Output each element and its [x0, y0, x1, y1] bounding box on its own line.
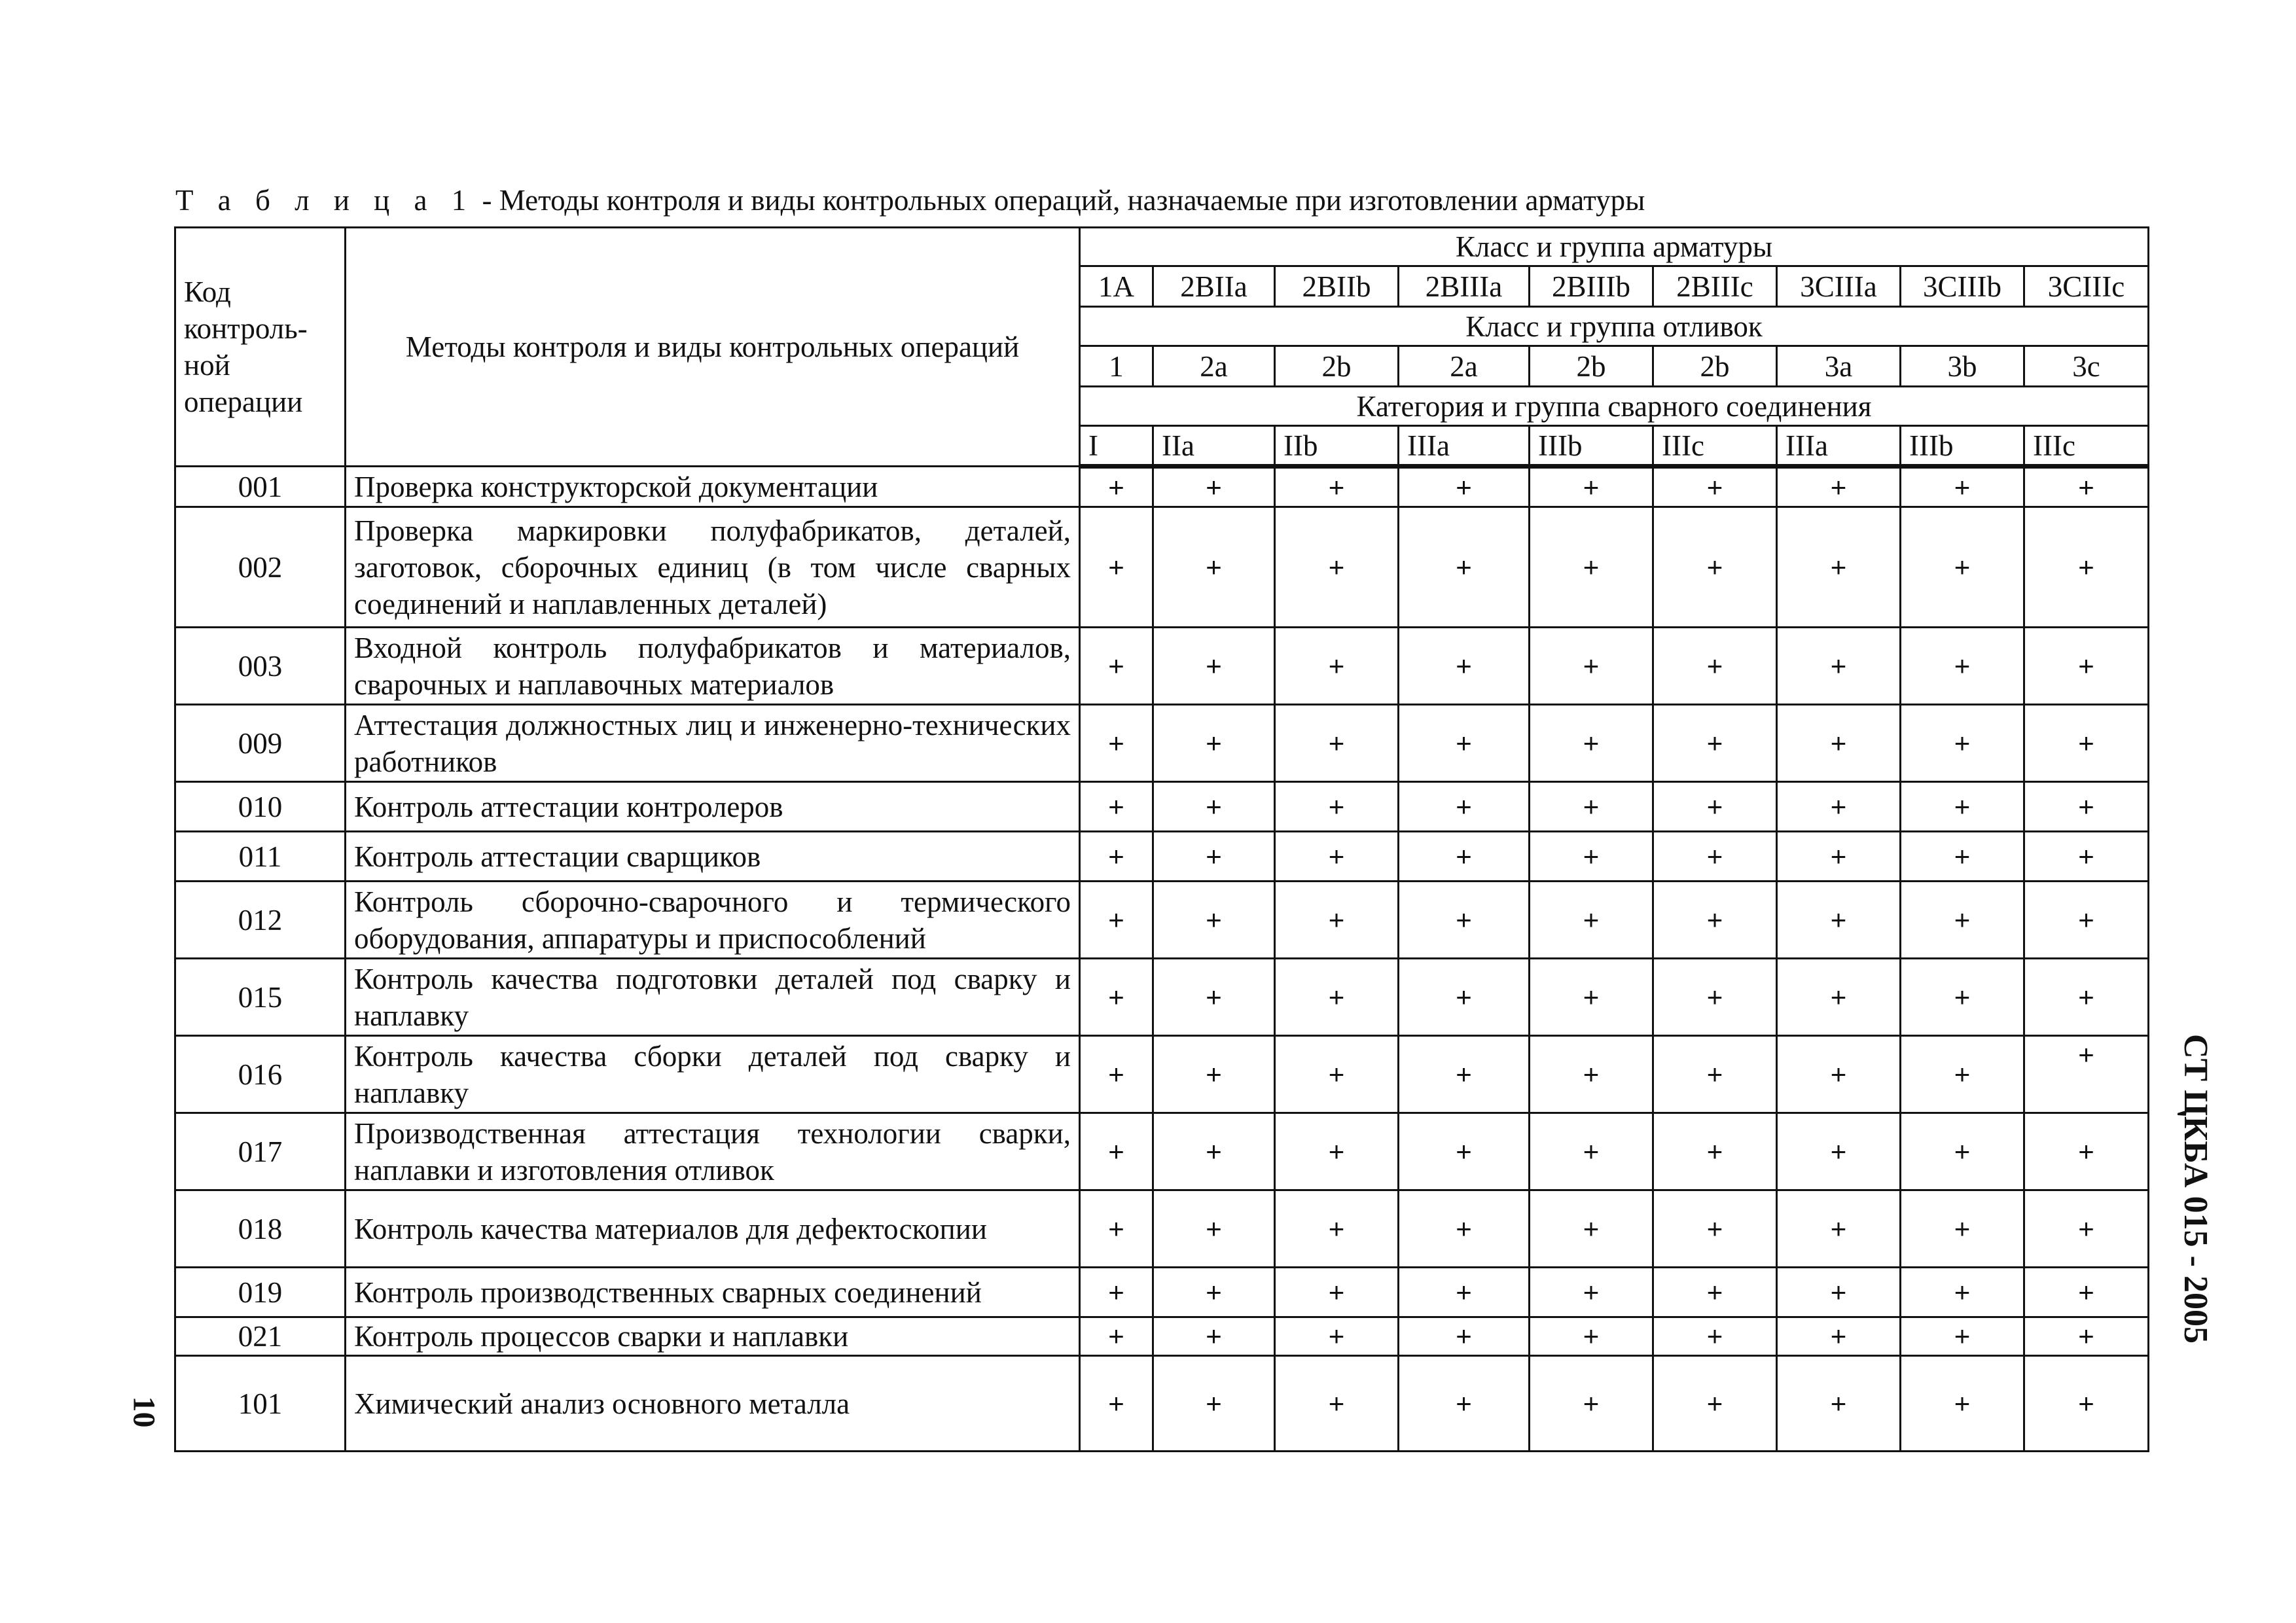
applicability-mark: +	[1777, 628, 1901, 705]
header-armature-cell: 3СIIIа	[1777, 266, 1901, 307]
applicability-mark: +	[1080, 959, 1153, 1036]
operation-code: 011	[175, 832, 346, 882]
applicability-mark: +	[1777, 467, 1901, 507]
applicability-mark: +	[1080, 507, 1153, 628]
applicability-mark: +	[1653, 959, 1777, 1036]
applicability-mark: +	[1901, 628, 2024, 705]
applicability-mark: +	[1653, 628, 1777, 705]
applicability-mark: +	[1901, 959, 2024, 1036]
applicability-mark: +	[1901, 1113, 2024, 1190]
applicability-mark: +	[1399, 1036, 1530, 1113]
table-row	[175, 507, 2149, 628]
control-methods-table	[174, 226, 2149, 1452]
applicability-mark: +	[1777, 959, 1901, 1036]
applicability-mark: +	[1399, 1317, 1530, 1356]
applicability-mark: +	[1530, 832, 1653, 882]
document-id	[2177, 1034, 2234, 1344]
applicability-mark: +	[2024, 1268, 2149, 1317]
applicability-mark: +	[1399, 628, 1530, 705]
applicability-mark: +	[1530, 1113, 1653, 1190]
header-armature-cell: 2ВIIIb	[1530, 266, 1653, 307]
table-row	[175, 1268, 2149, 1317]
applicability-mark: +	[1275, 1317, 1399, 1356]
applicability-mark: +	[1399, 1190, 1530, 1268]
applicability-mark: +	[1275, 467, 1399, 507]
header-armature-cell: 2ВIIа	[1153, 266, 1275, 307]
header-weld-cell: IIIс	[2024, 426, 2149, 467]
applicability-mark: +	[1530, 1036, 1653, 1113]
applicability-mark: +	[1275, 959, 1399, 1036]
operation-code: 101	[175, 1356, 346, 1452]
applicability-mark: +	[1530, 467, 1653, 507]
applicability-mark: +	[1399, 467, 1530, 507]
operation-code: 016	[175, 1036, 346, 1113]
applicability-mark: +	[1901, 1356, 2024, 1452]
applicability-mark: +	[2024, 467, 2149, 507]
header-weld-cell: IIIа	[1399, 426, 1530, 467]
operation-code: 019	[175, 1268, 346, 1317]
applicability-mark: +	[1399, 1356, 1530, 1452]
applicability-mark: +	[1080, 1190, 1153, 1268]
applicability-mark: +	[1275, 1113, 1399, 1190]
operation-description: Производственная аттестация технологии сварки, наплавки и изготовления отливок	[346, 1113, 1080, 1190]
table-row	[175, 832, 2149, 882]
applicability-mark: +	[1777, 507, 1901, 628]
applicability-mark: +	[1275, 1268, 1399, 1317]
applicability-mark: +	[1530, 1190, 1653, 1268]
header-casting-cell: 2b	[1653, 346, 1777, 387]
applicability-mark: +	[1653, 1317, 1777, 1356]
applicability-mark: +	[1653, 1113, 1777, 1190]
applicability-mark: +	[1080, 882, 1153, 959]
header-weld-group: Категория и группа сварного соединения	[1080, 387, 2149, 426]
operation-code: 012	[175, 882, 346, 959]
header-casting-cell: 3а	[1777, 346, 1901, 387]
table-caption-label: Т а б л и ц а 1	[175, 184, 475, 217]
header-casting-group: Класс и группа отливок	[1080, 307, 2149, 346]
applicability-mark: +	[1901, 1036, 2024, 1113]
page-number: 10	[126, 1396, 162, 1428]
header-weld-cell: I	[1080, 426, 1153, 467]
applicability-mark: +	[1653, 882, 1777, 959]
operation-description: Контроль качества подготовки деталей под сварку и наплавку	[346, 959, 1080, 1036]
applicability-mark: +	[1653, 782, 1777, 832]
header-casting-cell: 2b	[1275, 346, 1399, 387]
applicability-mark: +	[1080, 1317, 1153, 1356]
table-row	[175, 1317, 2149, 1356]
applicability-mark: +	[1399, 1113, 1530, 1190]
applicability-mark: +	[1777, 1113, 1901, 1190]
applicability-mark: +	[1777, 832, 1901, 882]
operation-description: Контроль качества сборки деталей под сварку и наплавку	[346, 1036, 1080, 1113]
applicability-mark: +	[2024, 1036, 2149, 1113]
applicability-mark: +	[1153, 959, 1275, 1036]
applicability-mark: +	[1080, 1036, 1153, 1113]
header-weld-cell: IIIа	[1777, 426, 1901, 467]
applicability-mark: +	[1153, 1113, 1275, 1190]
header-armature-cell: 1А	[1080, 266, 1153, 307]
applicability-mark: +	[1530, 628, 1653, 705]
applicability-mark: +	[1530, 882, 1653, 959]
applicability-mark: +	[2024, 1356, 2149, 1452]
applicability-mark: +	[2024, 882, 2149, 959]
applicability-mark: +	[1530, 507, 1653, 628]
applicability-mark: +	[1530, 959, 1653, 1036]
applicability-mark: +	[1777, 1317, 1901, 1356]
operation-description: Контроль аттестации контролеров	[346, 782, 1080, 832]
header-casting-cell: 2а	[1153, 346, 1275, 387]
applicability-mark: +	[1901, 1317, 2024, 1356]
applicability-mark: +	[1653, 467, 1777, 507]
applicability-mark: +	[1530, 1268, 1653, 1317]
applicability-mark: +	[1153, 507, 1275, 628]
applicability-mark: +	[1901, 507, 2024, 628]
header-code: Код контроль-ной операции	[175, 228, 346, 467]
header-weld-cell: IIIb	[1530, 426, 1653, 467]
applicability-mark: +	[2024, 782, 2149, 832]
operation-code: 015	[175, 959, 346, 1036]
applicability-mark: +	[1080, 832, 1153, 882]
operation-description: Проверка маркировки полуфабрикатов, деталей, заготовок, сборочных единиц (в том числе сварных соединений и наплавленных деталей)	[346, 507, 1080, 628]
operation-code: 009	[175, 705, 346, 782]
applicability-mark: +	[1901, 832, 2024, 882]
header-weld-cell: IIIс	[1653, 426, 1777, 467]
header-armature-group: Класс и группа арматуры	[1080, 228, 2149, 266]
applicability-mark: +	[1653, 1268, 1777, 1317]
applicability-mark: +	[1275, 1036, 1399, 1113]
applicability-mark: +	[1901, 467, 2024, 507]
applicability-mark: +	[1153, 467, 1275, 507]
applicability-mark: +	[1901, 1268, 2024, 1317]
applicability-mark: +	[1901, 1190, 2024, 1268]
applicability-mark: +	[1275, 705, 1399, 782]
applicability-mark: +	[1901, 705, 2024, 782]
applicability-mark: +	[1777, 705, 1901, 782]
applicability-mark: +	[1153, 1268, 1275, 1317]
table-row	[175, 467, 2149, 507]
header-weld-cell: IIIb	[1901, 426, 2024, 467]
applicability-mark: +	[2024, 1317, 2149, 1356]
operation-code: 003	[175, 628, 346, 705]
header-armature-cell: 3СIIIb	[1901, 266, 2024, 307]
header-casting-cell: 3b	[1901, 346, 2024, 387]
applicability-mark: +	[1275, 882, 1399, 959]
operation-code: 021	[175, 1317, 346, 1356]
table-row	[175, 628, 2149, 705]
applicability-mark: +	[1399, 882, 1530, 959]
table-row	[175, 1190, 2149, 1268]
applicability-mark: +	[1080, 705, 1153, 782]
applicability-mark: +	[1399, 507, 1530, 628]
table-body	[175, 467, 2149, 1452]
applicability-mark: +	[1901, 782, 2024, 832]
applicability-mark: +	[1777, 882, 1901, 959]
header-casting-cell: 2а	[1399, 346, 1530, 387]
applicability-mark: +	[1530, 705, 1653, 782]
applicability-mark: +	[1399, 782, 1530, 832]
applicability-mark: +	[2024, 959, 2149, 1036]
applicability-mark: +	[1153, 705, 1275, 782]
applicability-mark: +	[2024, 1190, 2149, 1268]
operation-code: 002	[175, 507, 346, 628]
operation-description: Контроль производственных сварных соединений	[346, 1268, 1080, 1317]
document-id-text: СТ ЦКБА 015 - 2005	[2177, 1034, 2214, 1344]
operation-code: 018	[175, 1190, 346, 1268]
applicability-mark: +	[1080, 628, 1153, 705]
table-row	[175, 1113, 2149, 1190]
applicability-mark: +	[1530, 1356, 1653, 1452]
applicability-mark: +	[1530, 782, 1653, 832]
applicability-mark: +	[1153, 1036, 1275, 1113]
operation-description: Входной контроль полуфабрикатов и материалов, сварочных и наплавочных материалов	[346, 628, 1080, 705]
applicability-mark: +	[1080, 782, 1153, 832]
table-row	[175, 1036, 2149, 1113]
applicability-mark: +	[1777, 1036, 1901, 1113]
applicability-mark: +	[2024, 1113, 2149, 1190]
header-weld-cell: IIа	[1153, 426, 1275, 467]
applicability-mark: +	[1153, 1317, 1275, 1356]
table-caption	[175, 186, 1645, 215]
applicability-mark: +	[1080, 1113, 1153, 1190]
applicability-mark: +	[1399, 705, 1530, 782]
operation-description: Химический анализ основного металла	[346, 1356, 1080, 1452]
header-armature-cell: 3СIIIс	[2024, 266, 2149, 307]
header-armature-cell: 2ВIIIс	[1653, 266, 1777, 307]
operation-description: Контроль сборочно-сварочного и термического оборудования, аппаратуры и приспособлений	[346, 882, 1080, 959]
table-row	[175, 782, 2149, 832]
applicability-mark: +	[2024, 705, 2149, 782]
table-row	[175, 1356, 2149, 1452]
operation-code: 010	[175, 782, 346, 832]
applicability-mark: +	[1275, 507, 1399, 628]
table-header	[175, 228, 2149, 467]
applicability-mark: +	[1653, 1190, 1777, 1268]
applicability-mark: +	[1275, 782, 1399, 832]
applicability-mark: +	[1777, 1190, 1901, 1268]
operation-description: Контроль аттестации сварщиков	[346, 832, 1080, 882]
table-row	[175, 959, 2149, 1036]
applicability-mark: +	[1399, 959, 1530, 1036]
applicability-mark: +	[1653, 1036, 1777, 1113]
applicability-mark: +	[1153, 1190, 1275, 1268]
header-method: Методы контроля и виды контрольных операций	[346, 228, 1080, 467]
applicability-mark: +	[1153, 782, 1275, 832]
applicability-mark: +	[2024, 507, 2149, 628]
header-casting-cell: 1	[1080, 346, 1153, 387]
applicability-mark: +	[1080, 1356, 1153, 1452]
applicability-mark: +	[1653, 507, 1777, 628]
applicability-mark: +	[1901, 882, 2024, 959]
table-row	[175, 705, 2149, 782]
applicability-mark: +	[1153, 832, 1275, 882]
applicability-mark: +	[1530, 1317, 1653, 1356]
applicability-mark: +	[1275, 628, 1399, 705]
table-row	[175, 882, 2149, 959]
applicability-mark: +	[1653, 1356, 1777, 1452]
applicability-mark: +	[1153, 628, 1275, 705]
applicability-mark: +	[1399, 832, 1530, 882]
applicability-mark: +	[1777, 1268, 1901, 1317]
header-casting-cell: 2b	[1530, 346, 1653, 387]
applicability-mark: +	[1399, 1268, 1530, 1317]
header-armature-cell: 2ВIIIа	[1399, 266, 1530, 307]
operation-description: Аттестация должностных лиц и инженерно-технических работников	[346, 705, 1080, 782]
applicability-mark: +	[2024, 628, 2149, 705]
table-caption-text: - Методы контроля и виды контрольных операций, назначаемые при изготовлении арматуры	[475, 184, 1645, 217]
operation-code: 001	[175, 467, 346, 507]
applicability-mark: +	[1275, 1356, 1399, 1452]
operation-description: Контроль качества материалов для дефектоскопии	[346, 1190, 1080, 1268]
applicability-mark: +	[1080, 1268, 1153, 1317]
operation-description: Контроль процессов сварки и наплавки	[346, 1317, 1080, 1356]
applicability-mark: +	[1777, 1356, 1901, 1452]
applicability-mark: +	[1275, 832, 1399, 882]
header-armature-cell: 2ВIIb	[1275, 266, 1399, 307]
applicability-mark: +	[1080, 467, 1153, 507]
applicability-mark: +	[1275, 1190, 1399, 1268]
applicability-mark: +	[1153, 882, 1275, 959]
applicability-mark: +	[1153, 1356, 1275, 1452]
header-casting-cell: 3с	[2024, 346, 2149, 387]
applicability-mark: +	[1653, 832, 1777, 882]
applicability-mark: +	[1653, 705, 1777, 782]
operation-code: 017	[175, 1113, 346, 1190]
applicability-mark: +	[2024, 832, 2149, 882]
operation-description: Проверка конструкторской документации	[346, 467, 1080, 507]
applicability-mark: +	[1777, 782, 1901, 832]
header-weld-cell: IIb	[1275, 426, 1399, 467]
